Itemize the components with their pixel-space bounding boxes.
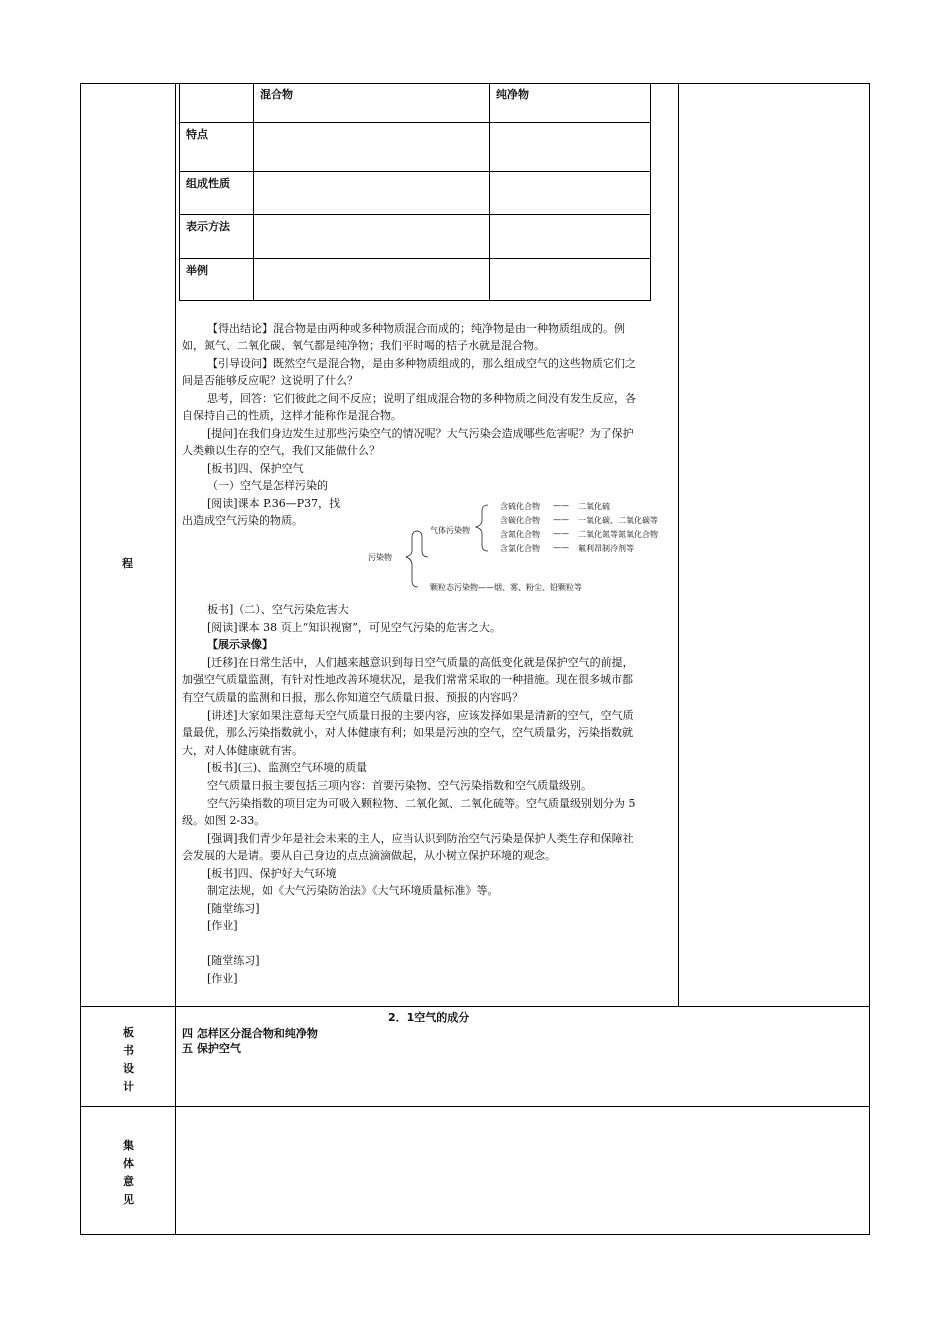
text-line: 自保持自己的性质，这样才能称作是混合物。 — [182, 409, 402, 422]
text-line: 会发展的大是请。要从自己身边的点点滴滴做起，从小树立保护环境的观念。 — [182, 849, 556, 862]
frame-left — [80, 83, 81, 1235]
diagram-gas: 气体污染物 — [430, 526, 470, 535]
text-line: （一）空气是怎样污染的 — [207, 479, 328, 492]
text-line: 【展示录像】 — [207, 638, 273, 651]
text-line: 如，氮气、二氧化碳、氧气都是纯净物；我们平时喝的桔子水就是混合物。 — [182, 339, 545, 352]
text-line: 人类赖以生存的空气，我们又能做什么？ — [182, 444, 380, 457]
text-line: 加强空气质量监测，有针对性地改善环境状况，是我们常常采取的一种措施。现在很多城市都 — [182, 673, 633, 686]
gas-item-example: 二氧化氮等氮氧化合物 — [578, 530, 658, 539]
collective-opinion-label: 集 体 意 见 — [123, 1139, 134, 1206]
text-line: 量最优，那么污染指数就小，对人体健康有利；如果是污浊的空气，空气质量劣，污染指数就 — [182, 726, 633, 739]
text-line: [随堂练习] — [207, 902, 260, 915]
text-line: 思考，回答：它们彼此之间不反应；说明了组成混合物的多种物质之间没有发生反应，各 — [207, 392, 636, 405]
text-line: [板书](三)、监测空气环境的质量 — [207, 761, 368, 774]
row-label: 举例 — [186, 264, 208, 277]
header-mixture: 混合物 — [260, 88, 293, 101]
gas-item-example: 二氧化硫 — [578, 502, 610, 511]
board-line: 四 怎样区分混合物和纯净物 — [182, 1027, 318, 1040]
text-line: 板书]（二）、空气污染危害大 — [207, 603, 349, 616]
text-line: 大，对人体健康就有害。 — [182, 744, 303, 757]
row-divider-1 — [80, 1006, 870, 1007]
text-line: 【得出结论】混合物是由两种或多种物质混合而成的；纯净物是由一种物质组成的。例 — [207, 322, 625, 335]
gas-item-example: 氟利昂制冷剂等 — [578, 544, 634, 553]
gas-item-dash: —— — [553, 529, 569, 538]
gas-item-dash: —— — [553, 501, 569, 510]
text-line: 空气质量日报主要包括三项内容：首要污染物、空气污染指数和空气质量级别。 — [207, 779, 592, 792]
board-line: 五 保护空气 — [182, 1042, 241, 1055]
gas-item-name: 含氯化合物 — [500, 544, 540, 553]
diagram-particle: 颗粒态污染物——烟、雾、粉尘、铅颗粒等 — [430, 583, 582, 592]
col-divider — [175, 83, 176, 1235]
text-line: [强调]我们青少年是社会未来的主人，应当认识到防治空气污染是保护人类生存和保障社 — [207, 832, 634, 845]
process-label: 程 — [122, 557, 133, 570]
frame-right — [869, 83, 870, 1235]
gas-item-name: 含氮化合物 — [500, 530, 540, 539]
row-label: 特点 — [186, 128, 208, 141]
text-line: [阅读]课本 38 页上“知识视窗”，可见空气污染的危害之大。 — [207, 621, 501, 634]
text-line: [阅读]课本 P.36—P37，找 — [207, 497, 341, 510]
text-line: 有空气质量的监测和日报，那么你知道空气质量日报、预报的内容吗？ — [182, 691, 523, 704]
gas-item-name: 含硫化合物 — [500, 502, 540, 511]
gas-item-dash: —— — [553, 515, 569, 524]
text-line: [板书]四、保护好大气环境 — [207, 867, 337, 880]
text-line: [迁移]在日常生活中，人们越来越意识到每日空气质量的高低变化就是保护空气的前提， — [207, 656, 634, 669]
board-title: 2．1空气的成分 — [388, 1011, 470, 1024]
text-line: [讲述]大家如果注意每天空气质量日报的主要内容，应该发择如果是清新的空气，空气质 — [207, 709, 634, 722]
text-line: [提问]在我们身边发生过那些污染空气的情况呢？大气污染会造成哪些危害呢？为了保护 — [207, 427, 634, 440]
row-label: 表示方法 — [186, 220, 230, 233]
row-label: 组成性质 — [186, 177, 230, 190]
diagram-root: 污染物 — [368, 553, 392, 562]
gas-item-example: 一氧化碳、二氧化碳等 — [578, 516, 658, 525]
text-line: 级。如图 2-33。 — [182, 814, 266, 827]
text-line: [随堂练习] — [207, 954, 260, 967]
text-line: 间是否能够反应呢？这说明了什么？ — [182, 374, 358, 387]
text-line: 制定法规，如《大气污染防治法》《大气环境质量标准》等。 — [207, 884, 499, 897]
frame-bottom — [80, 1234, 870, 1235]
board-design-label: 板 书 设 计 — [123, 1026, 134, 1093]
text-line: 【引导设问】既然空气是混合物，是由多种物质组成的，那么组成空气的这些物质它们之 — [207, 357, 636, 370]
text-line: [板书]四、保护空气 — [207, 462, 304, 475]
frame-top — [80, 83, 870, 84]
header-pure: 纯净物 — [496, 88, 529, 101]
text-line: [作业] — [207, 972, 238, 985]
text-line: 出造成空气污染的物质。 — [182, 514, 303, 527]
text-line: [作业] — [207, 919, 238, 932]
row-divider-2 — [80, 1106, 870, 1107]
gas-item-name: 含碳化合物 — [500, 516, 540, 525]
gas-item-dash: —— — [553, 543, 569, 552]
text-line: 空气污染指数的项目定为可吸入颗粒物、二氧化氮、二氧化硫等。空气质量级别划分为 5 — [207, 797, 636, 810]
